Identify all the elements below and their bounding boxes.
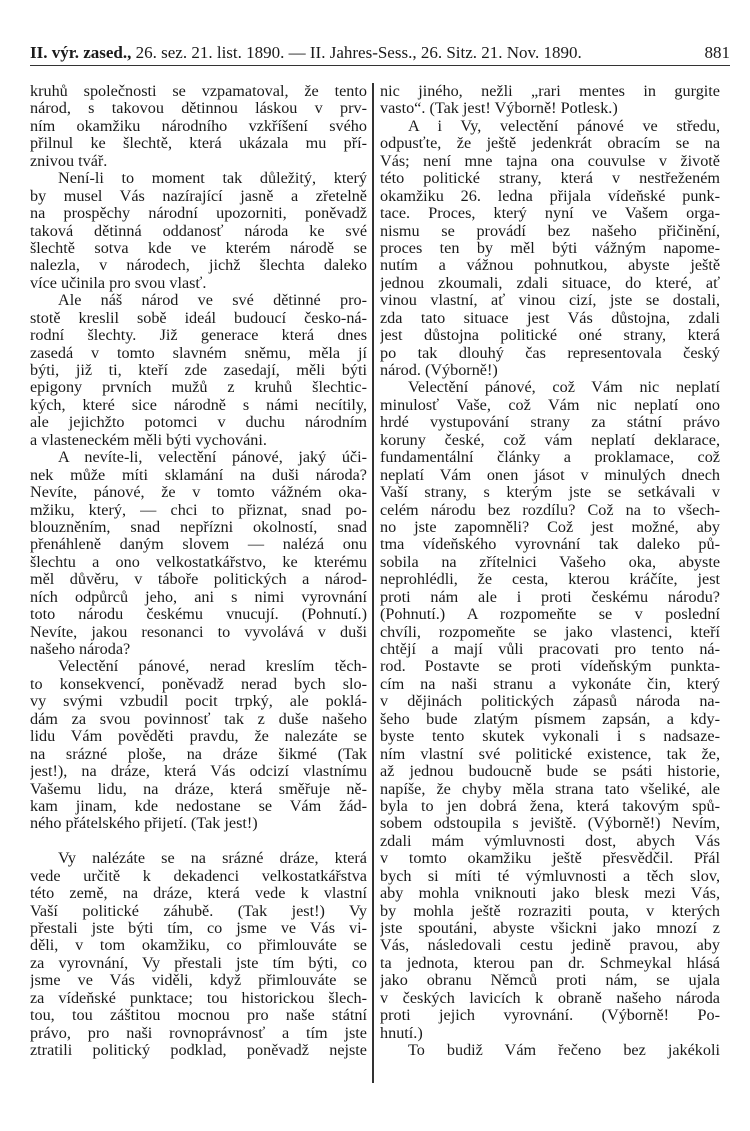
text-line: hnutí.) xyxy=(380,1024,423,1042)
text-line: toto národu českému vnucují. (Pohnutí.) xyxy=(30,606,367,624)
text-line: stotě kreslil sobě ideál budoucí česko-ná- xyxy=(30,309,367,327)
header-session-rest: 26. sez. 21. list. 1890. — II. Jahres-Sess., 26. Sitz. 21. Nov. 1890. xyxy=(131,43,582,62)
text-line: rodní šlechty. Již generace která dnes xyxy=(30,327,367,345)
text-line: lidu Vám pověděti pravdu, že nalezáte se xyxy=(30,728,367,746)
text-line: ztratili politický podklad, poněvadž nejste xyxy=(30,1042,367,1060)
text-line: to konsekvencí, poněvadž nerad bych slo- xyxy=(30,675,367,693)
text-line: jest důstojna politické oné strany, která xyxy=(380,327,720,345)
text-line: ta jednota, kterou pan dr. Schmeykal hlásá xyxy=(380,954,720,972)
column-divider xyxy=(372,83,374,1083)
text-line: celém národu bez rozdílu? Což na to všech- xyxy=(380,501,720,519)
text-line: a vlasteneckém měli býti vychováni. xyxy=(30,431,267,449)
text-line: šeho bude zlatým písmem zapsán, a kdy- xyxy=(380,710,720,728)
text-line: koruny české, což vám neplatí deklarace, xyxy=(380,431,720,449)
text-line: v tomto okamžiku ještě přesvědčil. Přál xyxy=(380,850,720,868)
text-line: rod. Postavte se proti vídeňským punkta- xyxy=(380,658,720,676)
text-line: ale jejichžto potomci v duchu národním xyxy=(30,414,367,432)
text-line: sobem odstoupila s jeviště. (Výborně!) Nevím, xyxy=(380,815,720,833)
text-line: aby mohla vniknouti jako blesk mezi Vás, xyxy=(380,885,720,903)
page-number: 881 xyxy=(704,43,730,62)
text-line: epigony prvních mužů z kruhů šlechtic- xyxy=(30,379,367,397)
text-line: více učinila pro svou vlasť. xyxy=(30,274,207,292)
text-line: za vídeňské punktace; tou historickou šlech- xyxy=(30,989,367,1007)
text-line: vede určitě k dekadenci velkostatkářstva xyxy=(30,867,367,885)
text-line: A nevíte-li, velectění pánové, jaký úči- xyxy=(58,449,367,467)
text-line: Velectění pánové, což Vám nic neplatí xyxy=(408,379,720,397)
text-line: taková dětinná oddanosť národa ke své xyxy=(30,222,367,240)
text-line: ních odpůrců jeho, ani s nimi vyrovnání xyxy=(30,588,367,606)
text-line: Vaší politické záhubě. (Tak jest!) Vy xyxy=(30,902,367,920)
header-session-bold: II. výr. zased., xyxy=(30,43,132,62)
text-line: zdali mám výmluvnosti dost, abych Vás xyxy=(380,832,720,850)
text-line: národ, s takovou dětinnou láskou v prv- xyxy=(30,100,367,118)
text-line: dám za svou povinnosť tak z duše našeho xyxy=(30,710,367,728)
text-line: tou, tou záštitou mocnou pro naše státní xyxy=(30,1007,367,1025)
text-line: šlechtě sotva kde ve kterém národě se xyxy=(30,239,367,257)
text-line: byla to jen dobrá žena, která takovým spů- xyxy=(380,797,720,815)
text-line: zda tato situace jest Vás důstojna, zdali xyxy=(380,309,720,327)
text-line: no jste zapomněli? Což jest možné, aby xyxy=(380,518,720,536)
text-line: Nevíte, jakou resonanci to vyvolává v duši xyxy=(30,623,367,641)
text-line: proti jejich vyrovnání. (Výborně! Po- xyxy=(380,1007,720,1025)
text-line: (Pohnutí.) A rozpomeňte se v poslední xyxy=(380,606,720,624)
text-line: této země, na dráze, která vede k vlastní xyxy=(30,885,367,903)
text-line: chtějí a mají vůli pracovati pro tento ná- xyxy=(380,641,720,658)
text-line: To budiž Vám řečeno bez jakékoli xyxy=(408,1042,720,1060)
text-line: by mohla ještě rozraziti pouta, v kterých xyxy=(380,902,720,920)
right-column xyxy=(380,83,720,1060)
text-line: šlechtu a ono velkostatkářstvo, ke kterému xyxy=(30,553,367,571)
text-line: jako obranu Němců proti nám, se ujala xyxy=(380,972,720,990)
text-line: nismu se provádí bez našeho přičinění, xyxy=(380,222,720,240)
text-line: právo, pro naši rovnoprávnosť a tím jste xyxy=(30,1024,367,1042)
text-line: cím na naši stranu a vykonáte čin, který xyxy=(380,675,720,693)
text-line: býti, již ti, kteří zde zasedají, měli býti xyxy=(30,362,367,379)
text-line: Vás; není mne tajna ona couvulse v životě xyxy=(380,152,720,170)
text-line: nic jiného, nežli „rari mentes in gurgite xyxy=(380,83,720,100)
left-column xyxy=(30,83,367,1060)
text-line: na srázné ploše, na dráze šikmé (Tak xyxy=(30,745,367,763)
text-line: děli, v tom okamžiku, co přimlouváte se xyxy=(30,937,367,955)
text-line: hrdé vystupování strany za státní právo xyxy=(380,414,720,432)
text-line: neplatí Vám onen jásot v minulých dnech xyxy=(380,466,720,484)
text-line: tace. Proces, který nyní ve Vašem orga- xyxy=(380,205,720,223)
text-line: přilnul ke šlechtě, která ukázala mu pří- xyxy=(30,135,367,153)
text-line: Velectění pánové, nerad kreslím těch- xyxy=(58,658,367,676)
text-line: Ale náš národ ve své dětinné pro- xyxy=(58,292,367,310)
text-line: minulosť Vaše, což Vám nic neplatí ono xyxy=(380,396,720,414)
text-line: měl důvěru, v táboře politických a národ- xyxy=(30,571,367,589)
text-line: bych si míti té výmluvnosti a těch slov, xyxy=(380,867,720,885)
text-line: ním okamžiku národního vzkříšení svého xyxy=(30,117,367,135)
text-line: blouzněním, snad nepřízni okolností, snad xyxy=(30,518,367,536)
header-session-info xyxy=(30,43,582,63)
paragraph-gap xyxy=(30,833,367,850)
text-line: vy svými vzbudil pocit trpký, ale poklá- xyxy=(30,693,367,711)
text-line: vinou vlastní, ať vinou cizí, jste se dostali, xyxy=(380,292,720,310)
text-line: Vás, následovali cestu jedině pravou, aby xyxy=(380,937,720,955)
text-line: Nevíte, pánové, že v tomto vážném oka- xyxy=(30,484,367,502)
text-line: odpusťte, že ještě jedenkrát obracím se na xyxy=(380,135,720,153)
text-line: fundamentální články a proklamace, což xyxy=(380,449,720,467)
text-line: Vaší strany, s kterým jste se setkávali v xyxy=(380,484,720,502)
text-line: vasto“. (Tak jest! Výborně! Potlesk.) xyxy=(380,100,618,118)
text-line: proces ten by měl býti vážným napome- xyxy=(380,239,720,257)
text-line: národ. (Výborně!) xyxy=(380,362,498,379)
text-line: kam jinam, kde nedostane se Vám žád- xyxy=(30,797,367,815)
text-line: napíše, že chyby měla strana tato všeliké, ale xyxy=(380,780,720,798)
text-line: až jednou budoucně bude se psáti historie, xyxy=(380,763,720,781)
text-line: byste tento skutek vykonali i s nadsaze- xyxy=(380,728,720,746)
text-line: chvíli, rozpomeňte se jako vlastenci, kteří xyxy=(380,623,720,641)
text-line: přestali jste býti tím, co jsme ve Vás vi- xyxy=(30,920,367,937)
text-line: jste spoutáni, abyste všickni jako mnozí z xyxy=(380,920,720,937)
text-line: Není-li to moment tak důležitý, který xyxy=(58,170,367,188)
text-line: Vy nalézáte se na srázné dráze, která xyxy=(58,850,367,868)
text-line: ného přátelského přijetí. (Tak jest!) xyxy=(30,815,258,833)
text-line: po tak dlouhý čas representovala český xyxy=(380,344,720,362)
text-line: na prospěchy národní upozorniti, poněvadž xyxy=(30,205,367,223)
text-line: by musel Vás nazírající jasně a zřetelně xyxy=(30,187,367,205)
text-line: znivou tvář. xyxy=(30,152,108,170)
text-line: nutím a vážnou pohnutkou, abyste ještě xyxy=(380,257,720,275)
text-line: této politické strany, která v nestřeženém xyxy=(380,170,720,188)
text-line: v dějinách politických zápasů národa na- xyxy=(380,693,720,711)
text-line: tma vídeňského vyrovnání tak daleko pů- xyxy=(380,536,720,554)
text-line: A i Vy, velectění pánové ve středu, xyxy=(408,117,720,135)
text-line: zasedá v tomto slavném sněmu, měla jí xyxy=(30,344,367,362)
text-line: v českých lavicích k obraně našeho národa xyxy=(380,989,720,1007)
text-line: mžiku, který, — chci to přiznat, snad po- xyxy=(30,501,367,519)
text-line: za vyrovnání, Vy přestali jste tím býti, co xyxy=(30,954,367,972)
text-line: jest!), na dráze, která Vás odcizí vlastnímu xyxy=(30,763,367,781)
text-line: Vašemu lidu, na dráze, která směřuje ně- xyxy=(30,780,367,798)
text-line: kých, které sice národně s námi necítily, xyxy=(30,396,367,414)
running-header xyxy=(30,43,730,66)
text-line: jednou zkoumali, zdali situace, do které, ať xyxy=(380,274,720,292)
text-line: kruhů společnosti se vzpamatoval, že tento xyxy=(30,83,367,100)
text-line: našeho národa? xyxy=(30,641,131,658)
text-line: nalezla, v národech, jichž šlechta daleko xyxy=(30,257,367,275)
text-line: jsme ve Vás viděli, když přimlouváte se xyxy=(30,972,367,990)
text-line: sobila na zřítelnici Vašeho oka, abyste xyxy=(380,553,720,571)
text-line: proti nám ale i proti českému národu? xyxy=(380,588,720,606)
text-line: neprohlédli, že cesta, kterou kráčíte, jest xyxy=(380,571,720,589)
text-line: okamžiku 26. ledna přijala vídeňské punk- xyxy=(380,187,720,205)
text-line: ním vlastní své politické existence, tak že, xyxy=(380,745,720,763)
text-line: přenáhleně daným slovem — nalézá onu xyxy=(30,536,367,554)
text-line: nek může míti sklamání na duši národa? xyxy=(30,466,367,484)
